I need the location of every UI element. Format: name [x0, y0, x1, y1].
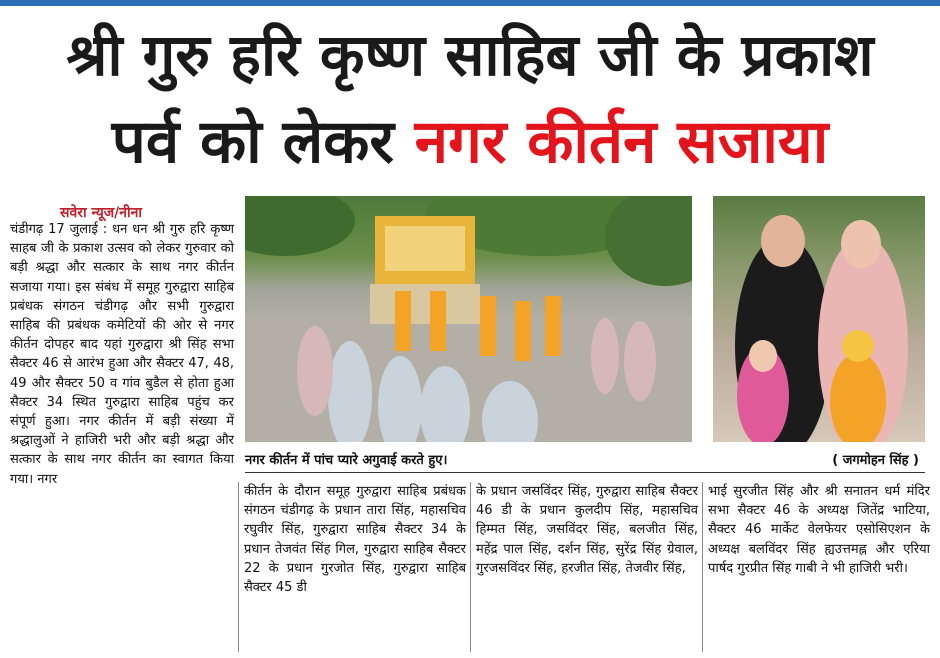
article-column-3: के प्रधान जसविंदर सिंह, गुरुद्वारा साहिब सैक्टर 46 डी के प्रधान कुलदीप सिंह, महासचिव हिम्मत सिंह, जसविंदर सिंह, बलजीत सिंह, महेंद्र पाल सिंह, दर्शन सिंह, सुरेंद्र सिंह ग्रेवाल, गुरजसविंदर सिंह, हरजीत सिंह, तेजवीर सिंह, — [476, 484, 698, 576]
column-divider-2 — [470, 482, 471, 652]
article-column-4: भाई सुरजीत सिंह और श्री सनातन धर्म मंदिर सभा सैक्टर 46 के अध्यक्ष जितेंद्र भाटिया, सैक्टर 46 मार्केट वेलफेयर एसोसिएशन के अध्यक्ष बलविंदर सिंह ह्यउत्तमह्न और एरिया पार्षद गुरप्रीत सिंह गाबी ने भी हाजिरी भरी। — [708, 484, 930, 576]
headline-line-2-black: पर्व को लेकर — [111, 107, 415, 177]
headline-line-2 — [0, 107, 940, 177]
column-divider-1 — [238, 482, 239, 652]
byline: सवेरा न्यूज/नीना — [60, 205, 143, 221]
caption-text: नगर कीर्तन में पांच प्यारे अगुवाई करते हुए। — [245, 453, 448, 468]
procession-photo-illustration — [245, 196, 692, 442]
caption-divider — [245, 472, 925, 473]
women-children-photo — [713, 196, 925, 442]
headline-line-1: श्री गुरु हरि कृष्ण साहिब जी के प्रकाश — [66, 21, 874, 89]
article-column-1: चंडीगढ़ 17 जुलाई : धन धन श्री गुरु हरि कृष्ण साहब जी के प्रकाश उत्सव को लेकर गुरुवार को बड़ी श्रद्धा और सत्कार के साथ नगर कीर्तन सजाया गया। इस संबंध में समूह गुरुद्वारा साहिब प्रबंधक संगठन चंडीगढ़ और सभी गुरुद्वारा साहिब की प्रबंधक कमेटियों की ओर से नगर कीर्तन दोपहर बाद यहां गुरुद्वारा श्री सिंह सभा सैक्टर 46 से आरंभ हुआ और सैक्टर 47, 48, 49 और सैक्टर 50 व गांव बुडैल से होता हुआ सैक्टर 34 स्थित गुरुद्वारा साहिब पहुंच कर संपूर्ण हुआ। नगर कीर्तन में बड़ी संख्या में श्रद्धालुओं ने हाजिरी भरी और बड़ी श्रद्धा और सत्कार के साथ नगर कीर्तन का स्वागत किया गया। नगर — [10, 222, 234, 487]
headline-line-2-red: नगर कीर्तन सजाया — [414, 107, 829, 177]
photo-caption — [245, 450, 925, 472]
women-children-photo-illustration — [713, 196, 925, 442]
photo-credit: ( जगमोहन सिंह ) — [832, 453, 919, 468]
top-color-bar — [0, 0, 940, 6]
article-column-2: कीर्तन के दौरान समूह गुरुद्वारा साहिब प्रबंधक संगठन चंडीगढ़ के प्रधान तारा सिंह, महासचिव रघुवीर सिंह, गुरुद्वारा साहिब सैक्टर 34 के प्रधान तेजवंत सिंह गिल, गुरुद्वारा साहिब सैक्टर 22 के प्रधान गुरजोत सिंह, गुरुद्वारा साहिब सैक्टर 45 डी — [244, 484, 466, 596]
procession-photo — [245, 196, 692, 442]
column-divider-3 — [702, 482, 703, 652]
